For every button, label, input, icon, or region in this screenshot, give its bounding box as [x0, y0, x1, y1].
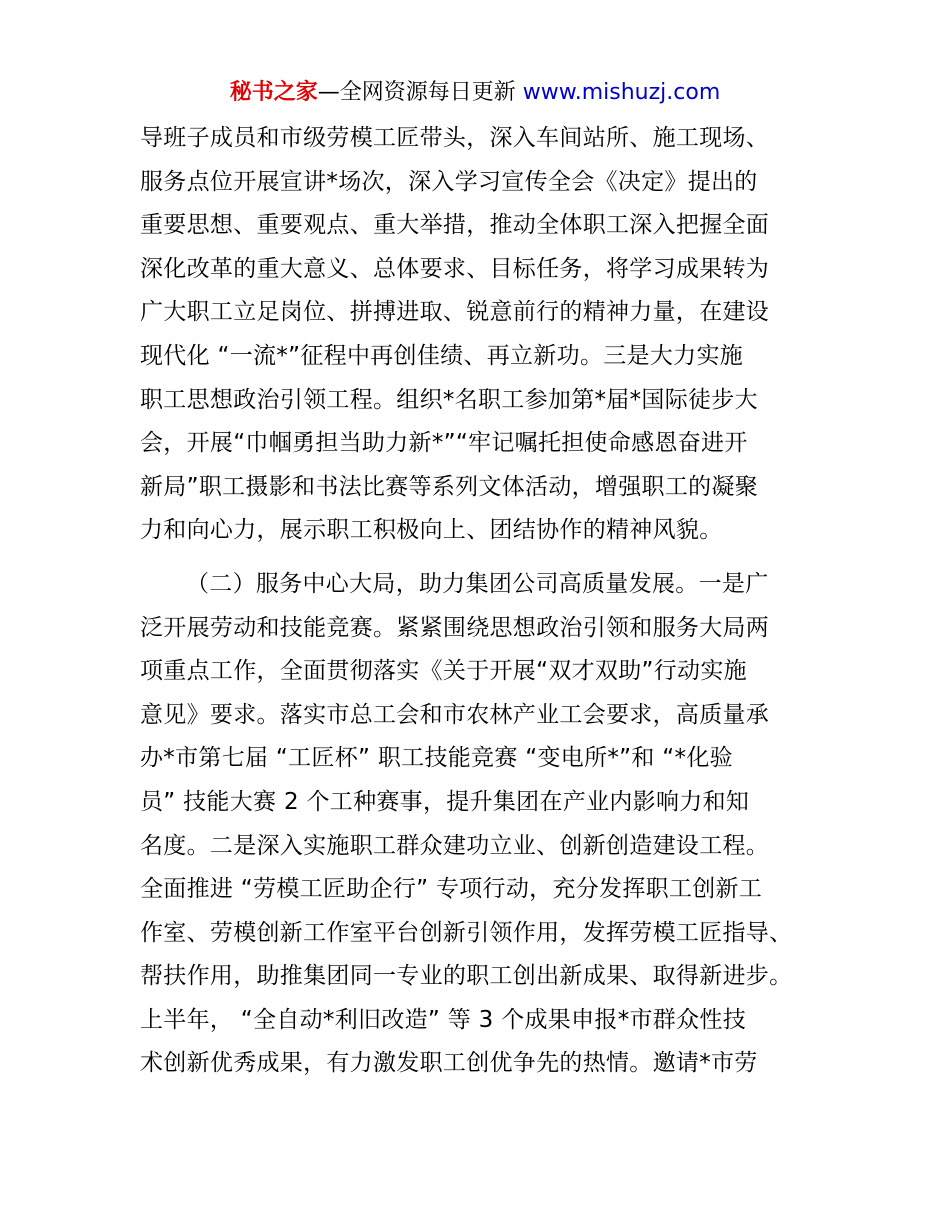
brand-name: 秘书之家	[229, 80, 318, 105]
text-line: 术创新优秀成果，有力激发职工创优争先的热情。邀请*市劳	[140, 1050, 758, 1077]
text-line: 职工思想政治引领工程。组织*名职工参加第*届*国际徒步大	[140, 386, 758, 413]
text-line: 会，开展“巾帼勇担当助力新*”“牢记嘱托担使命感恩奋进开	[140, 430, 748, 457]
text-line: 服务点位开展宣讲*场次，深入学习宣传全会《决定》提出的	[140, 168, 758, 195]
text-line: 上半年， “全自动*利旧改造” 等 3 个成果申报*市群众性技	[140, 1006, 747, 1033]
page-header	[0, 78, 950, 108]
text-line: 现代化 “一流*”征程中再创佳绩、再立新功。三是大力实施	[140, 342, 744, 369]
text-line: 办*市第七届 “工匠杯” 职工技能竞赛 “变电所*”和 “*化验	[140, 745, 733, 772]
text-line: 名度。二是深入实施职工群众建功立业、创新创造建设工程。	[140, 832, 770, 859]
text-line: 意见》要求。落实市总工会和市农林产业工会要求，高质量承	[140, 701, 770, 728]
text-line: 作室、劳模创新工作室平台创新引领作用，发挥劳模工匠指导、	[140, 919, 793, 946]
text-line: 广大职工立足岗位、拼搏进取、锐意前行的精神力量，在建设	[140, 299, 770, 326]
text-line: 重要思想、重要观点、重大举措，推动全体职工深入把握全面	[140, 212, 770, 239]
paragraph-2	[140, 563, 820, 1086]
text-line: 员” 技能大赛 2 个工种赛事，提升集团在产业内影响力和知	[140, 788, 750, 815]
text-line: 新局”职工摄影和书法比赛等系列文体活动，增强职工的凝聚	[140, 473, 759, 500]
text-line: 项重点工作，全面贯彻落实《关于开展“双才双助”行动实施	[140, 658, 747, 685]
text-line: （二）服务中心大局，助力集团公司高质量发展。一是广	[186, 570, 769, 597]
text-line: 力和向心力，展示职工积极向上、团结协作的精神风貌。	[140, 517, 723, 544]
paragraph-1	[140, 117, 820, 553]
text-line: 全面推进 “劳模工匠助企行” 专项行动，充分发挥职工创新工	[140, 876, 763, 903]
text-line: 深化改革的重大意义、总体要求、目标任务，将学习成果转为	[140, 255, 770, 282]
text-line: 帮扶作用，助推集团同一专业的职工创出新成果、取得新进步。	[140, 963, 793, 990]
header-tagline: —全网资源每日更新	[317, 80, 523, 105]
document-body	[140, 117, 820, 1086]
text-line: 导班子成员和市级劳模工匠带头，深入车间站所、施工现场、	[140, 125, 770, 151]
website-link[interactable]: www.mishuzj.com	[522, 80, 721, 105]
text-line: 泛开展劳动和技能竞赛。紧紧围绕思想政治引领和服务大局两	[140, 614, 770, 641]
